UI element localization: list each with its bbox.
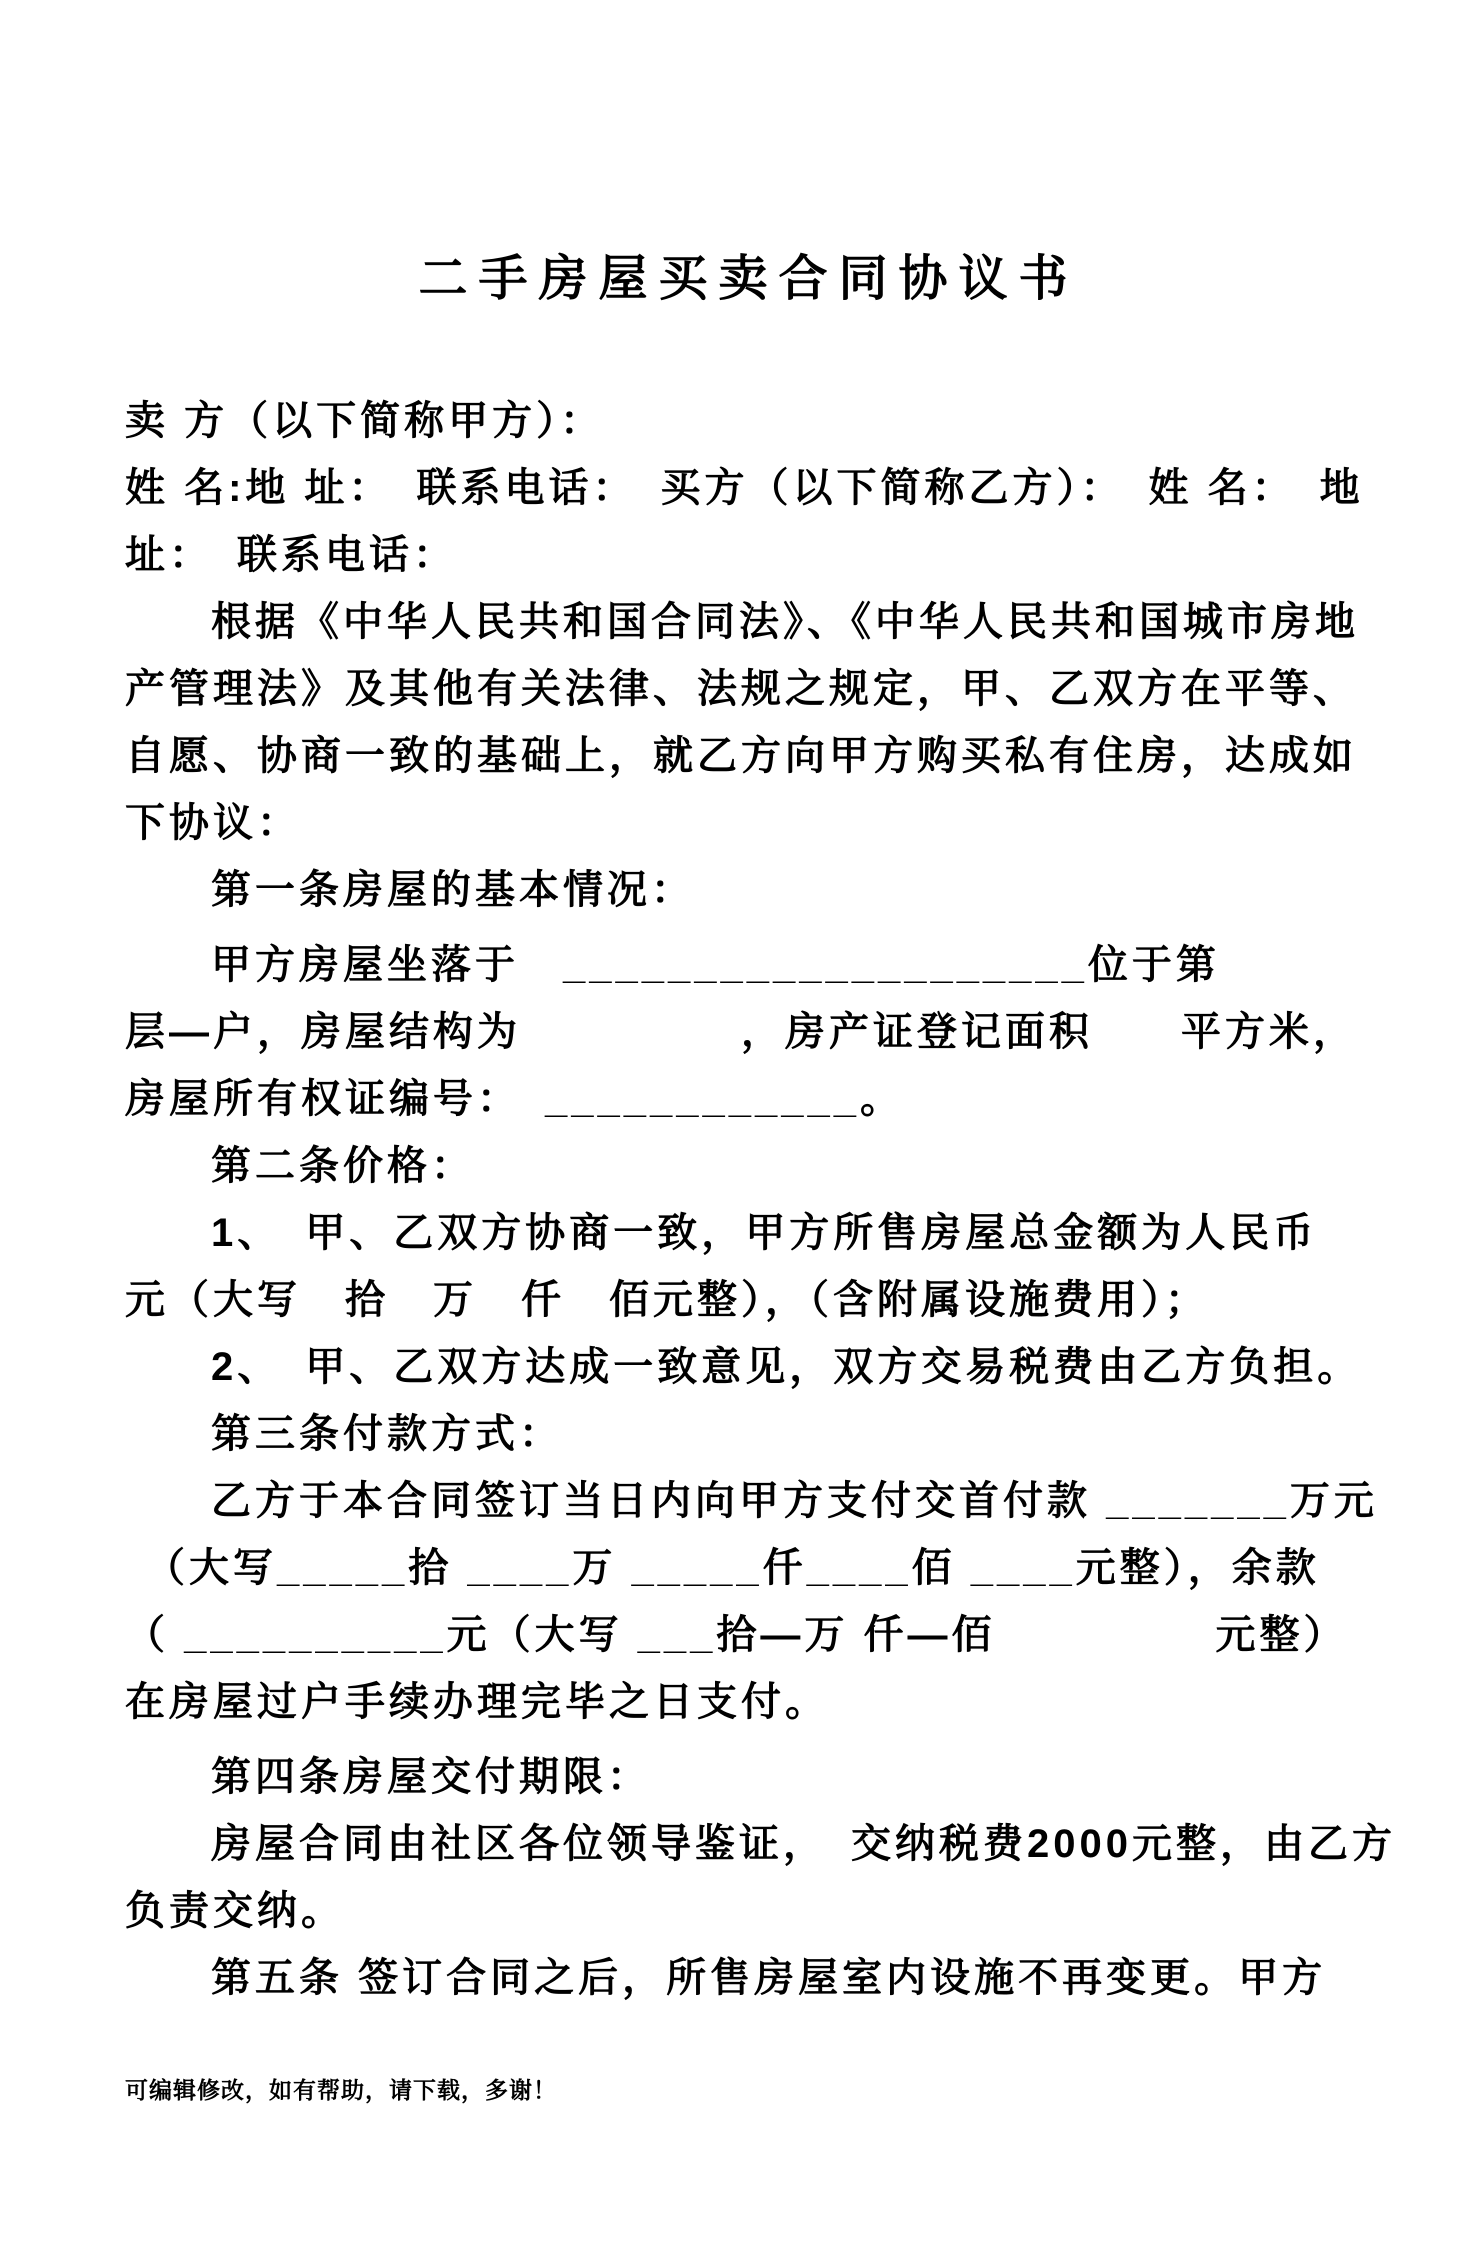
footer-note: 可编辑修改，如有帮助，请下载，多谢！ xyxy=(125,2077,557,2103)
contract-body xyxy=(125,388,1396,2012)
contract-line: 在房屋过户手续办理完毕之日支付。 xyxy=(125,1680,829,1724)
contract-line: 房屋合同由社区各位领导鉴证， 交纳税费2000元整，由乙方 xyxy=(211,1822,1396,1866)
contract-line: 自愿、协商一致的基础上，就乙方向甲方购买私有住房，达成如 xyxy=(125,734,1357,778)
contract-line: 产管理法》及其他有关法律、法规之规定，甲、乙双方在平等、 xyxy=(125,667,1357,711)
contract-line: 第三条付款方式： xyxy=(211,1412,563,1456)
contract-line: 乙方于本合同签订当日内向甲方支付交首付款 _______万元 xyxy=(211,1479,1378,1523)
contract-line: 2、 甲、乙双方达成一致意见，双方交易税费由乙方负担。 xyxy=(211,1345,1362,1389)
contract-line: 下协议： xyxy=(125,801,301,845)
contract-line: 第二条价格： xyxy=(211,1144,475,1188)
contract-line: 卖 方（以下简称甲方）： xyxy=(125,399,605,443)
contract-line: 1、 甲、乙双方协商一致，甲方所售房屋总金额为人民币 xyxy=(211,1211,1318,1255)
contract-line: （ __________元（大写 ___拾—万 仟—佰 元整） xyxy=(125,1613,1348,1657)
contract-line: 第四条房屋交付期限： xyxy=(211,1755,651,1799)
contract-line: 姓 名:地 址： 联系电话： 买方（以下简称乙方）： 姓 名： 地 xyxy=(125,466,1364,510)
contract-line: 层—户，房屋结构为 ，房产证登记面积 平方米， xyxy=(125,1010,1357,1054)
contract-line: 负责交纳。 xyxy=(125,1889,345,1933)
contract-line: 甲方房屋坐落于 ____________________位于第 xyxy=(211,943,1220,987)
contract-line: 元（大写 拾 万 仟 佰元整），（含附属设施费用）； xyxy=(125,1278,1209,1322)
contract-line: 第五条 签订合同之后，所售房屋室内设施不再变更。甲方 xyxy=(211,1956,1327,2000)
contract-title: 二手房屋买卖合同协议书 xyxy=(418,252,1079,306)
contract-line: 第一条房屋的基本情况： xyxy=(211,868,695,912)
contract-line: 根据《中华人民共和国合同法》、《中华人民共和国城市房地 xyxy=(211,600,1359,644)
contract-line: 址： 联系电话： xyxy=(125,533,457,577)
contract-line: 房屋所有权证编号： ____________。 xyxy=(125,1077,904,1121)
contract-line: （大写_____拾 ____万 _____仟____佰 ____元整），余款 xyxy=(145,1546,1320,1590)
contract-content xyxy=(0,242,1482,2012)
